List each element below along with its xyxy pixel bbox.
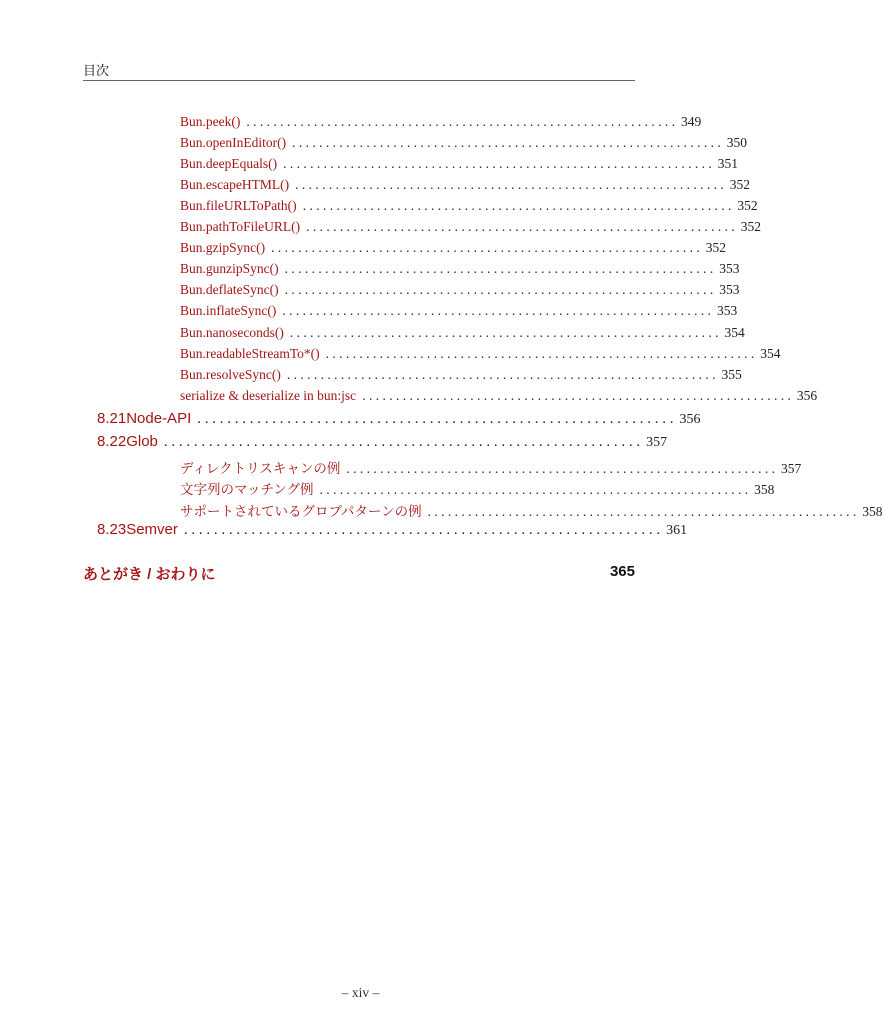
- section-title[interactable]: Glob: [126, 433, 158, 450]
- toc-entry-page: 354: [724, 325, 745, 340]
- toc-entry-label[interactable]: 文字列のマッチング例: [180, 482, 314, 497]
- dot-leader: . . . . . . . . . . . . . . . . . . . . . . . . . . . . . . . . . . . . . . . . . . . . . . . . . . . . . . . . . . . . . . . .: [289, 325, 719, 340]
- toc-entry[interactable]: [180, 219, 762, 240]
- chapter-page: 365: [609, 563, 635, 580]
- toc-entry[interactable]: [180, 500, 883, 521]
- chapter-title[interactable]: あとがき / おわりに: [83, 566, 216, 583]
- toc-section-8-23[interactable]: [97, 521, 688, 544]
- dot-leader: . . . . . . . . . . . . . . . . . . . . . . . . . . . . . . . . . . . . . . . . . . . . . . . . . . . . . . . . . . . . . . . .: [362, 388, 791, 403]
- header-title: 目次: [83, 64, 110, 79]
- toc-entry-label[interactable]: Bun.resolveSync(): [180, 367, 281, 382]
- toc-entry-label[interactable]: Bun.deflateSync(): [180, 282, 279, 297]
- dot-leader: . . . . . . . . . . . . . . . . . . . . . . . . . . . . . . . . . . . . . . . . . . . . . . . . . . . . . . . . . . . . . . . .: [283, 156, 712, 171]
- toc-entry-label[interactable]: Bun.escapeHTML(): [180, 177, 290, 192]
- toc-entry[interactable]: [180, 261, 740, 282]
- toc-entry-page: 352: [729, 177, 750, 192]
- dot-leader: . . . . . . . . . . . . . . . . . . . . . . . . . . . . . . . . . . . . . . . . . . . . . . . . . . . . . . . . . . . . . . . .: [427, 504, 857, 519]
- toc-entry[interactable]: [180, 367, 742, 388]
- dot-leader: . . . . . . . . . . . . . . . . . . . . . . . . . . . . . . . . . . . . . . . . . . . . . . . . . . . . . . . . . . . . . . . .: [319, 482, 749, 497]
- toc-entry-page: 356: [796, 388, 818, 403]
- dot-leader: . . . . . . . . . . . . . . . . . . . . . . . . . . . . . . . . . . . . . . . . . . . . . . . . . . . . . . . . . . . . . . . .: [183, 522, 661, 538]
- toc-entry[interactable]: [180, 198, 758, 219]
- toc-entry-page: 358: [862, 504, 883, 519]
- toc-entry-page: 353: [719, 261, 740, 276]
- toc-entry-page: 354: [760, 346, 781, 361]
- section-page: 356: [679, 412, 701, 427]
- toc-entry-page: 350: [726, 135, 747, 150]
- toc-section-8-21[interactable]: [97, 410, 701, 433]
- dot-leader: . . . . . . . . . . . . . . . . . . . . . . . . . . . . . . . . . . . . . . . . . . . . . . . . . . . . . . . . . . . . . . . .: [197, 411, 674, 427]
- toc-entry[interactable]: [180, 457, 802, 478]
- toc-entry[interactable]: [180, 240, 726, 261]
- section-page: 361: [666, 523, 688, 538]
- section-title[interactable]: Node-API: [126, 410, 192, 427]
- toc-entry[interactable]: [180, 478, 775, 499]
- toc-entry-page: 355: [721, 367, 742, 382]
- section-number[interactable]: 8.23: [97, 521, 127, 538]
- toc-entry-page: 357: [781, 461, 802, 476]
- running-header: [83, 58, 635, 81]
- dot-leader: . . . . . . . . . . . . . . . . . . . . . . . . . . . . . . . . . . . . . . . . . . . . . . . . . . . . . . . . . . . . . . . .: [163, 434, 641, 450]
- toc-entry-label[interactable]: serialize & deserialize in bun:jsc: [180, 388, 357, 403]
- toc-entry-page: 352: [705, 240, 726, 255]
- section-number[interactable]: 8.22: [97, 433, 127, 450]
- toc-entry-label[interactable]: サポートされているグロブパターンの例: [180, 504, 422, 519]
- dot-leader: . . . . . . . . . . . . . . . . . . . . . . . . . . . . . . . . . . . . . . . . . . . . . . . . . . . . . . . . . . . . . . . .: [271, 240, 700, 255]
- dot-leader: . . . . . . . . . . . . . . . . . . . . . . . . . . . . . . . . . . . . . . . . . . . . . . . . . . . . . . . . . . . . . . . .: [246, 114, 675, 129]
- toc-entry-page: 352: [737, 198, 758, 213]
- toc-entry[interactable]: [180, 135, 747, 156]
- toc-entry-page: 353: [716, 303, 738, 318]
- dot-leader: . . . . . . . . . . . . . . . . . . . . . . . . . . . . . . . . . . . . . . . . . . . . . . . . . . . . . . . . . . . . . . . .: [302, 198, 732, 213]
- toc-entry-label[interactable]: Bun.openInEditor(): [180, 135, 287, 150]
- toc-entry[interactable]: [180, 325, 745, 346]
- toc-entry[interactable]: [180, 156, 738, 177]
- toc-entry-label[interactable]: Bun.gzipSync(): [180, 240, 266, 255]
- dot-leader: . . . . . . . . . . . . . . . . . . . . . . . . . . . . . . . . . . . . . . . . . . . . . . . . . . . . . . . . . . . . . . . .: [282, 303, 711, 318]
- toc-entry-label[interactable]: Bun.peek(): [180, 114, 241, 129]
- toc-entry-page: 349: [680, 114, 702, 129]
- dot-leader: . . . . . . . . . . . . . . . . . . . . . . . . . . . . . . . . . . . . . . . . . . . . . . . . . . . . . . . . . . . . . . . .: [346, 461, 776, 476]
- toc-entry-page: 351: [717, 156, 738, 171]
- dot-leader: . . . . . . . . . . . . . . . . . . . . . . . . . . . . . . . . . . . . . . . . . . . . . . . . . . . . . . . . . . . . . . . .: [292, 135, 721, 150]
- dot-leader: . . . . . . . . . . . . . . . . . . . . . . . . . . . . . . . . . . . . . . . . . . . . . . . . . . . . . . . . . . . . . . . .: [306, 219, 735, 234]
- section-title[interactable]: Semver: [126, 521, 178, 538]
- toc-entry[interactable]: [180, 388, 818, 409]
- page-number: – xiv –: [341, 985, 380, 1000]
- dot-leader: . . . . . . . . . . . . . . . . . . . . . . . . . . . . . . . . . . . . . . . . . . . . . . . . . . . . . . . . . . . . . . . .: [286, 367, 716, 382]
- toc-entry-page: 358: [754, 482, 775, 497]
- toc-entry[interactable]: [180, 282, 740, 303]
- toc-entry[interactable]: [180, 177, 750, 198]
- dot-leader: . . . . . . . . . . . . . . . . . . . . . . . . . . . . . . . . . . . . . . . . . . . . . . . . . . . . . . . . . . . . . . . .: [284, 282, 714, 297]
- toc-entry-label[interactable]: Bun.nanoseconds(): [180, 325, 284, 340]
- section-page: 357: [646, 435, 668, 450]
- toc-entry[interactable]: [180, 114, 702, 135]
- dot-leader: . . . . . . . . . . . . . . . . . . . . . . . . . . . . . . . . . . . . . . . . . . . . . . . . . . . . . . . . . . . . . . . .: [295, 177, 724, 192]
- toc-entry-label[interactable]: Bun.gunzipSync(): [180, 261, 279, 276]
- toc-entry-page: 353: [719, 282, 740, 297]
- toc-entry-label[interactable]: ディレクトリスキャンの例: [180, 461, 341, 476]
- toc-entry[interactable]: [180, 346, 781, 367]
- toc-chapter-afterword[interactable]: [83, 563, 635, 584]
- toc-entry-label[interactable]: Bun.inflateSync(): [180, 303, 277, 318]
- toc-entry-label[interactable]: Bun.fileURLToPath(): [180, 198, 297, 213]
- toc-section-8-22[interactable]: [97, 433, 668, 456]
- dot-leader: . . . . . . . . . . . . . . . . . . . . . . . . . . . . . . . . . . . . . . . . . . . . . . . . . . . . . . . . . . . . . . . .: [284, 261, 714, 276]
- toc-entry[interactable]: [180, 303, 738, 324]
- toc-entry-label[interactable]: Bun.deepEquals(): [180, 156, 278, 171]
- dot-leader: . . . . . . . . . . . . . . . . . . . . . . . . . . . . . . . . . . . . . . . . . . . . . . . . . . . . . . . . . . . . . . . .: [325, 346, 755, 361]
- toc-entry-page: 352: [740, 219, 762, 234]
- section-number[interactable]: 8.21: [97, 410, 127, 427]
- toc-entry-label[interactable]: Bun.pathToFileURL(): [180, 219, 301, 234]
- toc-entry-label[interactable]: Bun.readableStreamTo*(): [180, 346, 320, 361]
